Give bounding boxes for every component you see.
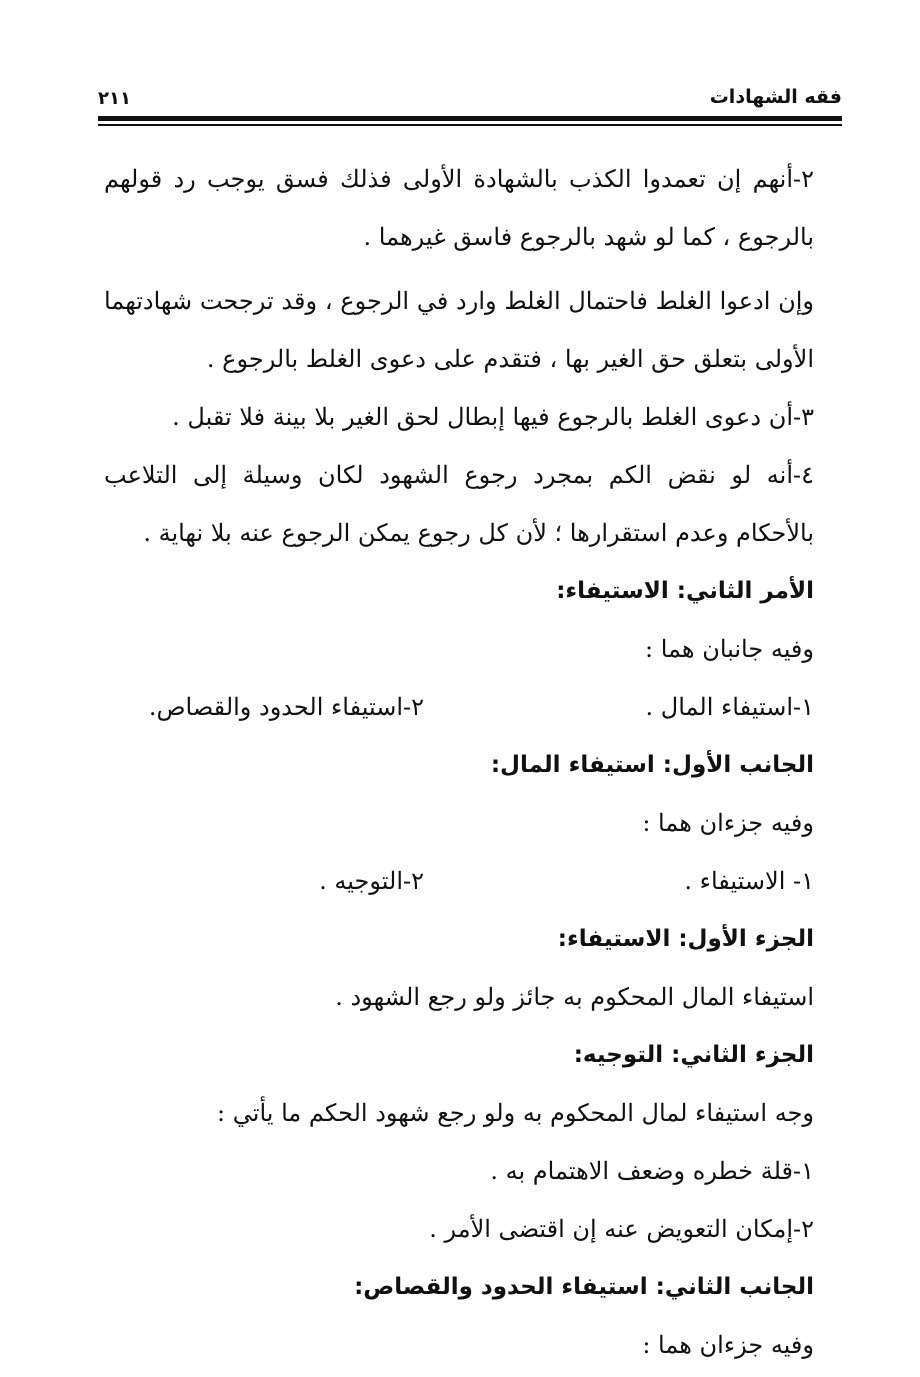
- paragraph-line: وفيه جزءان هما :: [642, 1331, 814, 1359]
- paragraph-line: بالرجوع ، كما لو شهد بالرجوع فاسق غيرهما .: [363, 223, 814, 251]
- section-heading: الأمر الثاني: الاستيفاء:: [556, 578, 814, 604]
- paragraph-line: وجه استيفاء لمال المحكوم به ولو رجع شهود الحكم ما يأتي :: [217, 1099, 814, 1127]
- list-item: ١- الاستيفاء .: [684, 867, 814, 895]
- paragraph-line: ٢-أنهم إن تعمدوا الكذب بالشهادة الأولى فذلك فسق يوجب رد قولهم: [104, 165, 814, 193]
- paragraph-line: بالأحكام وعدم استقرارها ؛ لأن كل رجوع يمكن الرجوع عنه بلا نهاية .: [143, 519, 814, 547]
- paragraph-line: ٤-أنه لو نقض الكم بمجرد رجوع الشهود لكان وسيلة إلى التلاعب: [104, 461, 814, 489]
- paragraph-line: الأولى بتعلق حق الغير بها ، فتقدم على دعوى الغلط بالرجوع .: [206, 345, 814, 373]
- two-column-list: [104, 678, 814, 736]
- paragraph-line: وفيه جانبان هما :: [645, 635, 814, 663]
- running-header: [98, 86, 842, 116]
- paragraph-line: استيفاء المال المحكوم به جائز ولو رجع الشهود .: [335, 983, 814, 1011]
- list-item: ١-قلة خطره وضعف الاهتمام به .: [490, 1157, 814, 1185]
- list-item: ٢-التوجيه .: [319, 867, 424, 895]
- list-item: ٢-إمكان التعويض عنه إن اقتضى الأمر .: [429, 1215, 814, 1243]
- section-heading: الجزء الأول: الاستيفاء:: [557, 926, 814, 952]
- two-column-list: [104, 852, 814, 910]
- header-rule-thin: [98, 124, 842, 126]
- section-heading: الجانب الأول: استيفاء المال:: [490, 752, 814, 778]
- section-heading: الجانب الثاني: استيفاء الحدود والقصاص:: [354, 1274, 814, 1300]
- header-rule-thick: [98, 116, 842, 121]
- page-content: [104, 150, 814, 1374]
- paragraph-line: وإن ادعوا الغلط فاحتمال الغلط وارد في الرجوع ، وقد ترجحت شهادتهما: [104, 287, 814, 315]
- list-item: ٢-استيفاء الحدود والقصاص.: [148, 693, 424, 721]
- section-heading: الجزء الثاني: التوجيه:: [573, 1042, 814, 1068]
- paragraph-line: وفيه جزءان هما :: [642, 809, 814, 837]
- list-item: ١-استيفاء المال .: [645, 693, 814, 721]
- header-title: فقه الشهادات: [709, 86, 842, 108]
- page-number: ٢١١: [98, 88, 131, 109]
- paragraph-line: ٣-أن دعوى الغلط بالرجوع فيها إبطال لحق الغير بلا بينة فلا تقبل .: [172, 403, 814, 431]
